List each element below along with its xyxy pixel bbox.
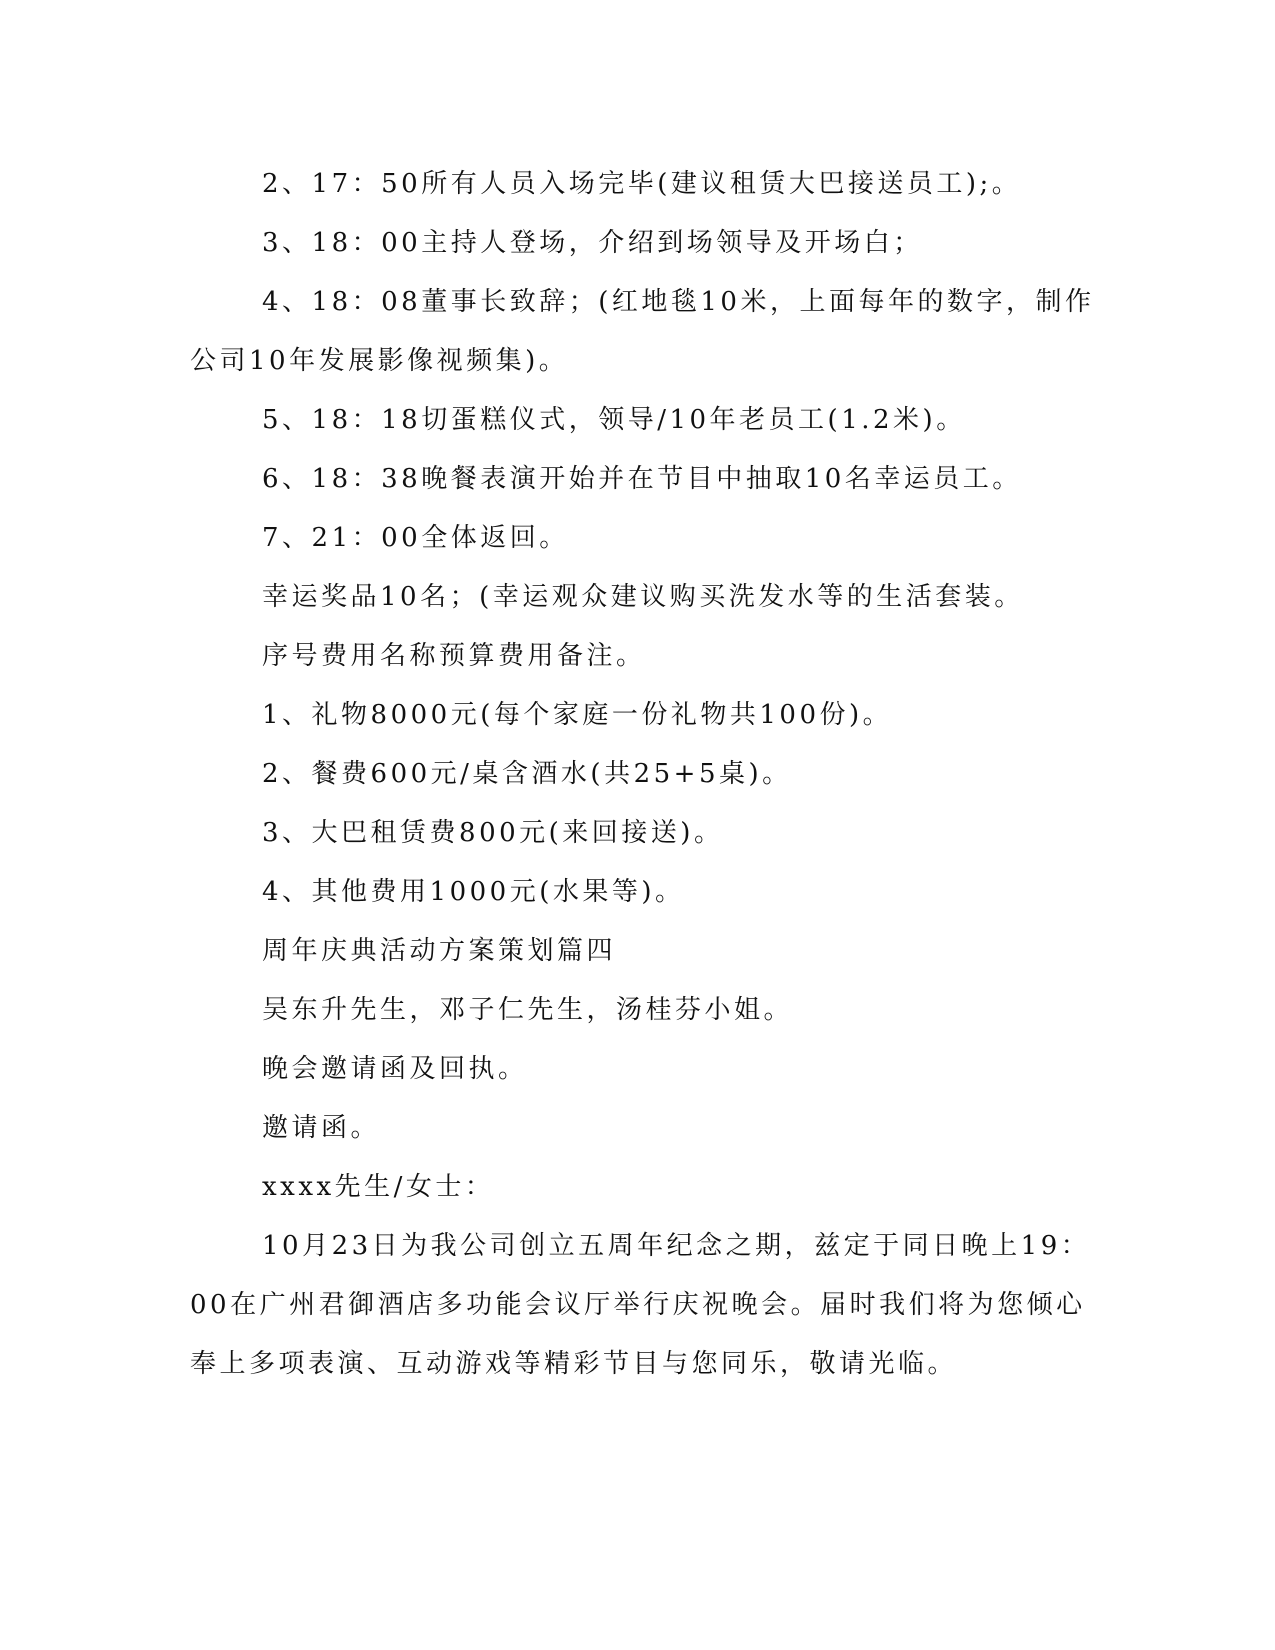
- paragraph-line-3: 4、18：08董事长致辞；(红地毯10米，上面每年的数字，制作: [262, 287, 1095, 317]
- paragraph-line-2: 3、18：00主持人登场，介绍到场领导及开场白；: [262, 228, 923, 258]
- paragraph-line-5: 5、18：18切蛋糕仪式，领导/10年老员工(1.2米)。: [262, 405, 966, 435]
- paragraph-line-8: 幸运奖品10名；(幸运观众建议购买洗发水等的生活套装。: [262, 582, 1024, 612]
- section-heading: 周年庆典活动方案策划篇四: [262, 936, 617, 966]
- paragraph-line-11: 2、餐费600元/桌含酒水(共25+5桌)。: [262, 759, 792, 789]
- paragraph-line-19: 10月23日为我公司创立五周年纪念之期，兹定于同日晚上19：: [262, 1231, 1091, 1261]
- paragraph-line-10: 1、礼物8000元(每个家庭一份礼物共100份)。: [262, 700, 893, 730]
- paragraph-line-20: 00在广州君御酒店多功能会议厅举行庆祝晚会。届时我们将为您倾心: [190, 1290, 1086, 1320]
- paragraph-line-17: 邀请函。: [262, 1113, 381, 1143]
- paragraph-line-6: 6、18：38晚餐表演开始并在节目中抽取10名幸运员工。: [262, 464, 1022, 494]
- paragraph-line-16: 晚会邀请函及回执。: [262, 1054, 528, 1084]
- paragraph-line-21: 奉上多项表演、互动游戏等精彩节目与您同乐，敬请光临。: [190, 1349, 958, 1379]
- paragraph-line-1: 2、17：50所有人员入场完毕(建议租赁大巴接送员工);。: [262, 169, 1022, 199]
- paragraph-line-13: 4、其他费用1000元(水果等)。: [262, 877, 685, 907]
- paragraph-line-4: 公司10年发展影像视频集)。: [190, 346, 569, 376]
- paragraph-line-15: 吴东升先生，邓子仁先生，汤桂芬小姐。: [262, 995, 794, 1025]
- paragraph-line-18: xxxx先生/女士：: [262, 1172, 495, 1202]
- paragraph-line-9: 序号费用名称预算费用备注。: [262, 641, 646, 671]
- paragraph-line-7: 7、21：00全体返回。: [262, 523, 569, 553]
- paragraph-line-12: 3、大巴租赁费800元(来回接送)。: [262, 818, 724, 848]
